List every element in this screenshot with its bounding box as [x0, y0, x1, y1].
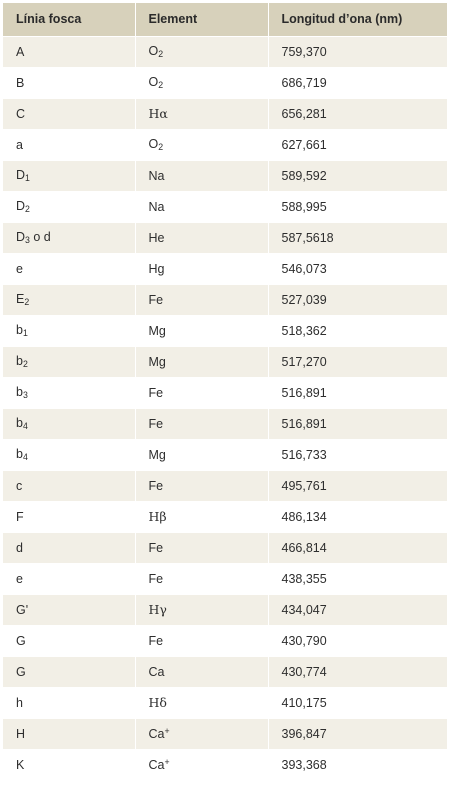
wavelength-cell: 589,592: [268, 160, 447, 191]
wavelength-cell: 410,175: [268, 687, 447, 718]
line-subscript: 4: [22, 421, 28, 432]
line-cell: [3, 98, 135, 129]
element-cell: [135, 625, 268, 656]
line-label: b: [16, 415, 23, 430]
line-subscript: 1: [25, 173, 30, 184]
line-cell: [3, 67, 135, 98]
element-symbol: Fe: [148, 478, 164, 493]
element-symbol: Fe: [148, 385, 164, 400]
line-label: h: [16, 695, 23, 710]
table-body: [3, 36, 447, 780]
element-cell: [135, 253, 268, 284]
line-cell: [3, 315, 135, 346]
table-row: [3, 687, 447, 718]
element-symbol: Ca: [148, 758, 165, 773]
header-wavelength: Longitud d’ona (nm): [268, 3, 447, 36]
element-cell: [135, 377, 268, 408]
table-row: [3, 191, 447, 222]
wavelength-cell: 546,073: [268, 253, 447, 284]
line-label: a: [16, 137, 23, 152]
element-symbol: Hβ: [148, 509, 167, 524]
element-symbol: He: [148, 230, 165, 245]
wavelength-cell: 686,719: [268, 67, 447, 98]
line-label: D: [16, 198, 26, 213]
line-label: A: [16, 44, 25, 59]
element-subscript: 2: [158, 49, 164, 60]
table-row: [3, 408, 447, 439]
table-row: [3, 594, 447, 625]
wavelength-cell: 517,270: [268, 346, 447, 377]
element-cell: [135, 439, 268, 470]
line-subscript: 3: [22, 390, 28, 401]
element-subscript: 2: [158, 80, 164, 91]
header-row: [3, 3, 447, 36]
element-cell: [135, 191, 268, 222]
element-symbol: O: [148, 136, 159, 151]
line-cell: [3, 284, 135, 315]
element-cell: [135, 656, 268, 687]
line-alias: o d: [29, 229, 51, 244]
element-symbol: Mg: [148, 323, 166, 338]
wavelength-cell: 627,661: [268, 129, 447, 160]
table-row: [3, 160, 447, 191]
wavelength-cell: 486,134: [268, 501, 447, 532]
line-label: b: [16, 446, 23, 461]
line-label: e: [16, 571, 23, 586]
element-cell: [135, 160, 268, 191]
line-label: c: [16, 478, 23, 493]
element-symbol: Na: [148, 199, 165, 214]
element-cell: [135, 563, 268, 594]
element-symbol: Fe: [148, 540, 164, 555]
line-cell: [3, 470, 135, 501]
element-subscript: 2: [158, 142, 164, 153]
table-row: [3, 346, 447, 377]
line-cell: [3, 687, 135, 718]
line-label: D: [16, 229, 26, 244]
element-symbol: O: [148, 43, 159, 58]
table-header: [3, 3, 447, 36]
wavelength-cell: 393,368: [268, 749, 447, 780]
wavelength-cell: 466,814: [268, 532, 447, 563]
wavelength-cell: 527,039: [268, 284, 447, 315]
table-row: [3, 129, 447, 160]
line-cell: [3, 749, 135, 780]
element-cell: [135, 687, 268, 718]
element-cell: [135, 718, 268, 749]
line-cell: [3, 501, 135, 532]
line-cell: [3, 36, 135, 67]
table-row: [3, 656, 447, 687]
header-line: Línia fosca: [3, 3, 135, 36]
element-cell: [135, 470, 268, 501]
element-symbol: Fe: [148, 571, 164, 586]
line-subscript: 2: [24, 297, 30, 308]
line-label: e: [16, 261, 23, 276]
element-cell: [135, 222, 268, 253]
element-charge: +: [164, 726, 170, 737]
element-symbol: O: [148, 74, 159, 89]
element-cell: [135, 129, 268, 160]
table-row: [3, 625, 447, 656]
element-symbol: Hα: [148, 106, 168, 121]
wavelength-cell: 656,281: [268, 98, 447, 129]
line-label: E: [16, 291, 25, 306]
wavelength-cell: 438,355: [268, 563, 447, 594]
line-cell: [3, 408, 135, 439]
element-charge: +: [164, 757, 170, 768]
table-row: [3, 749, 447, 780]
table-row: [3, 532, 447, 563]
line-cell: [3, 532, 135, 563]
wavelength-cell: 396,847: [268, 718, 447, 749]
wavelength-cell: 516,733: [268, 439, 447, 470]
line-label: D: [16, 167, 26, 182]
table-row: [3, 315, 447, 346]
line-cell: [3, 563, 135, 594]
element-symbol: Fe: [148, 416, 164, 431]
line-label: b: [16, 322, 23, 337]
line-cell: [3, 222, 135, 253]
element-symbol: Fe: [148, 292, 164, 307]
element-symbol: Hγ: [148, 602, 167, 617]
line-label: G': [16, 602, 29, 617]
element-symbol: Fe: [148, 633, 164, 648]
table-row: [3, 36, 447, 67]
element-cell: [135, 284, 268, 315]
line-label: C: [16, 106, 26, 121]
element-cell: [135, 315, 268, 346]
line-cell: [3, 625, 135, 656]
table-row: [3, 439, 447, 470]
wavelength-cell: 516,891: [268, 377, 447, 408]
line-subscript: 1: [22, 328, 28, 339]
element-symbol: Na: [148, 168, 165, 183]
line-label: d: [16, 540, 23, 555]
header-element: Element: [135, 3, 268, 36]
element-cell: [135, 408, 268, 439]
line-cell: [3, 160, 135, 191]
line-label: b: [16, 384, 23, 399]
table-row: [3, 253, 447, 284]
line-label: F: [16, 509, 24, 524]
element-symbol: Mg: [148, 354, 166, 369]
wavelength-cell: 587,5618: [268, 222, 447, 253]
table-row: [3, 67, 447, 98]
fraunhofer-lines-table: [3, 3, 447, 780]
wavelength-cell: 434,047: [268, 594, 447, 625]
table-row: [3, 377, 447, 408]
line-cell: [3, 377, 135, 408]
wavelength-cell: 759,370: [268, 36, 447, 67]
table-row: [3, 470, 447, 501]
line-label: b: [16, 353, 23, 368]
wavelength-cell: 588,995: [268, 191, 447, 222]
line-cell: [3, 439, 135, 470]
element-symbol: Mg: [148, 447, 166, 462]
line-label: K: [16, 757, 25, 772]
element-symbol: Hδ: [148, 695, 167, 710]
table-row: [3, 284, 447, 315]
table-row: [3, 222, 447, 253]
element-symbol: Hg: [148, 261, 165, 276]
element-cell: [135, 749, 268, 780]
line-cell: [3, 129, 135, 160]
wavelength-cell: 516,891: [268, 408, 447, 439]
wavelength-cell: 518,362: [268, 315, 447, 346]
line-cell: [3, 656, 135, 687]
line-subscript: 2: [25, 204, 30, 215]
element-symbol: Ca: [148, 664, 165, 679]
element-cell: [135, 532, 268, 563]
line-label: B: [16, 75, 25, 90]
line-subscript: 4: [22, 452, 28, 463]
line-label: G: [16, 664, 26, 679]
table-row: [3, 501, 447, 532]
table-row: [3, 98, 447, 129]
wavelength-cell: 430,790: [268, 625, 447, 656]
element-cell: [135, 594, 268, 625]
line-subscript: 2: [22, 359, 28, 370]
line-cell: [3, 594, 135, 625]
table-row: [3, 563, 447, 594]
element-cell: [135, 67, 268, 98]
line-subscript: 3: [25, 235, 30, 246]
element-symbol: Ca: [148, 726, 165, 741]
line-cell: [3, 346, 135, 377]
element-cell: [135, 501, 268, 532]
line-cell: [3, 718, 135, 749]
wavelength-cell: 495,761: [268, 470, 447, 501]
element-cell: [135, 36, 268, 67]
line-cell: [3, 191, 135, 222]
line-cell: [3, 253, 135, 284]
wavelength-cell: 430,774: [268, 656, 447, 687]
line-label: H: [16, 726, 26, 741]
line-label: G: [16, 633, 26, 648]
table-row: [3, 718, 447, 749]
element-cell: [135, 346, 268, 377]
element-cell: [135, 98, 268, 129]
